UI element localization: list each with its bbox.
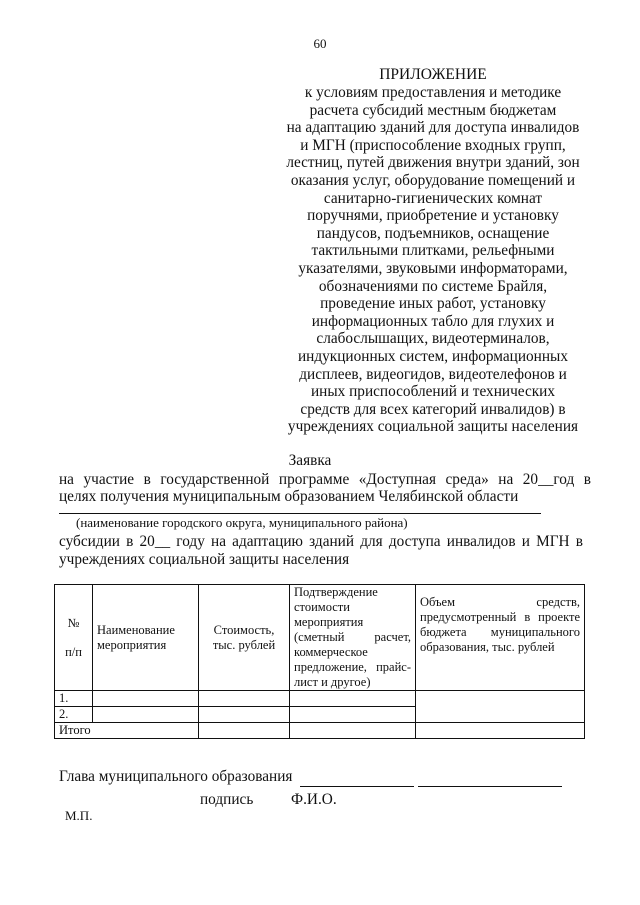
- appendix-line: санитарно-гигиенических комнат: [323, 189, 543, 207]
- appendix-line: дисплеев, видеогидов, видеотелефонов и: [299, 365, 567, 383]
- header-confirmation: Подтверждение стоимости мероприятия (сметный расчет, коммерческое предложение, прайс-лист и другое): [290, 585, 416, 691]
- appendix-line: лестниц, путей движения внутри зданий, зон: [286, 154, 580, 172]
- request-line-2: целях получения муниципальным образованием Челябинской области: [59, 488, 519, 505]
- page-number: 60: [313, 36, 327, 51]
- appendix-line: оказания услуг, оборудование помещений и: [290, 171, 576, 189]
- municipality-blank-line: [59, 513, 541, 514]
- appendix-line: на адаптацию зданий для доступа инвалидов: [286, 119, 580, 137]
- header-number: [55, 585, 93, 691]
- row-number: 2.: [55, 707, 93, 723]
- row-name-cell: [93, 691, 199, 707]
- appendix-line: учреждениях социальной защиты населения: [287, 418, 579, 436]
- row-confirmation-cell: [290, 691, 416, 707]
- appendix-line: и МГН (приспособление входных групп,: [300, 136, 566, 154]
- appendix-line: тактильными плитками, рельефными: [311, 242, 555, 260]
- row-volume-cell: [416, 691, 585, 723]
- header-number-top: №: [67, 615, 80, 630]
- appendix-line: пандусов, подъемников, оснащение: [316, 224, 550, 242]
- subsidy-line-2: учреждениях социальной защиты населения: [59, 551, 350, 568]
- name-line: [418, 786, 562, 787]
- blank-caption: (наименование городского округа, муниципального района): [76, 515, 408, 530]
- total-volume-cell: [416, 723, 585, 739]
- appendix-line: средств для всех категорий инвалидов) в: [300, 400, 566, 418]
- appendix-line: иных приспособлений и технических: [310, 383, 556, 401]
- total-confirmation-cell: [290, 723, 416, 739]
- name-label: Ф.И.О.: [291, 791, 337, 808]
- stamp-label: М.П.: [65, 808, 93, 823]
- header-cost: Стоимость, тыс. рублей: [199, 585, 290, 691]
- appendix-line: информационных табло для глухих и: [311, 312, 555, 330]
- header-volume: Объем средств, предусмотренный в проекте бюджета муниципального образования, тыс. рублей: [416, 585, 585, 691]
- subsidy-line-1: субсидии в 20__ году на адаптацию зданий для доступа инвалидов и МГН в: [59, 533, 583, 550]
- appendix-line: указателями, звуковыми информаторами,: [298, 259, 568, 277]
- appendix-line: к условиям предоставления и методике: [304, 84, 562, 101]
- request-line-1: на участие в государственной программе «Доступная среда» на 20__год в: [59, 471, 591, 488]
- appendix-line: расчета субсидий местным бюджетам: [309, 101, 557, 119]
- table-header-row: [55, 585, 585, 691]
- request-table: [54, 584, 585, 739]
- signature-label: подпись: [200, 791, 254, 808]
- total-label: Итого: [55, 723, 199, 739]
- table-total-row: [55, 723, 585, 739]
- request-title: Заявка: [288, 452, 332, 469]
- appendix-line: обозначениями по системе Брайля,: [318, 277, 548, 295]
- row-confirmation-cell: [290, 707, 416, 723]
- row-cost-cell: [199, 707, 290, 723]
- table-row: [55, 691, 585, 707]
- row-number: 1.: [55, 691, 93, 707]
- total-cost-cell: [199, 723, 290, 739]
- header-number-bottom: п/п: [65, 644, 82, 659]
- appendix-text: [274, 84, 592, 436]
- appendix-line: слабослышащих, видеотерминалов,: [316, 330, 550, 348]
- row-cost-cell: [199, 691, 290, 707]
- head-label: Глава муниципального образования: [59, 768, 293, 785]
- row-name-cell: [93, 707, 199, 723]
- appendix-line: поручнями, приобретение и установку: [307, 207, 559, 225]
- signature-line: [300, 786, 414, 787]
- header-name: Наименование мероприятия: [93, 585, 199, 691]
- appendix-line: проведение иных работ, установку: [320, 295, 546, 313]
- appendix-line: индукционных систем, информационных: [298, 347, 568, 365]
- appendix-title: ПРИЛОЖЕНИЕ: [379, 66, 487, 83]
